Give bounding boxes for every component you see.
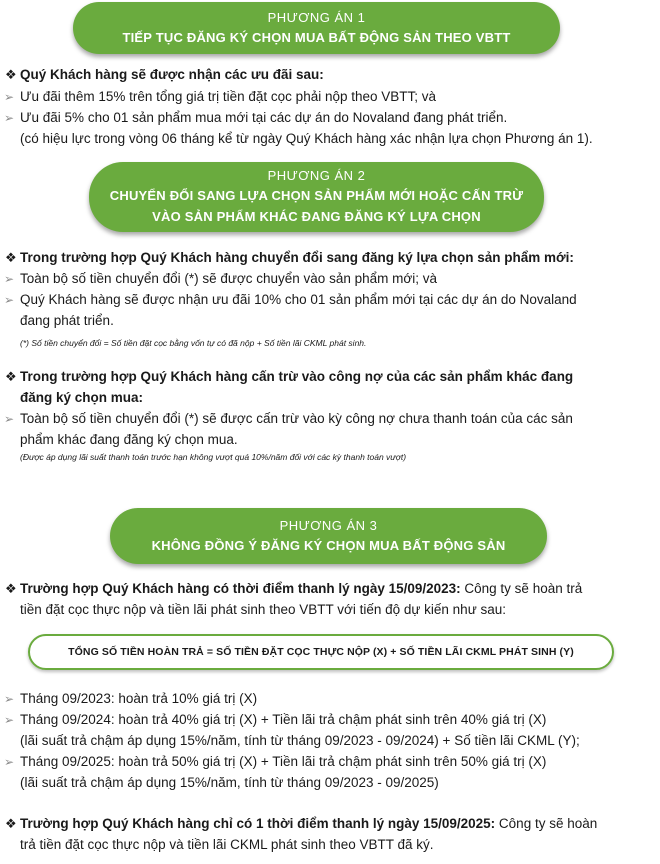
option2-subtitle-line2: VÀO SẢN PHẨM KHÁC ĐANG ĐĂNG KÝ LỰA CHỌN bbox=[152, 209, 481, 224]
option1-heading: Quý Khách hàng sẽ được nhận các ưu đãi sau: bbox=[20, 67, 324, 82]
option1-subtitle: TIẾP TỤC ĐĂNG KÝ CHỌN MUA BẤT ĐỘNG SẢN THEO VBTT bbox=[122, 29, 511, 45]
option3-case2-heading: Trường hợp Quý Khách hàng chỉ có 1 thời điểm thanh lý ngày 15/09/2025: bbox=[20, 816, 496, 831]
option3-banner bbox=[110, 508, 547, 564]
arrow-bullet-icon: ➢ bbox=[4, 272, 15, 286]
option3-subtitle: KHÔNG ĐỒNG Ý ĐĂNG KÝ CHỌN MUA BẤT ĐỘNG SẢN bbox=[151, 537, 506, 553]
option2-case1-note: (*) Số tiền chuyển đổi = Số tiền đặt cọc bằng vốn tự có đã nộp + Số tiền lãi CKML phát sinh. bbox=[20, 338, 367, 348]
option3-title: PHƯƠNG ÁN 3 bbox=[279, 517, 378, 533]
arrow-bullet-icon: ➢ bbox=[4, 412, 15, 426]
arrow-bullet-icon: ➢ bbox=[4, 713, 15, 727]
diamond-bullet-icon: ❖ bbox=[5, 581, 17, 596]
arrow-bullet-icon: ➢ bbox=[4, 90, 15, 104]
diamond-bullet-icon: ❖ bbox=[5, 816, 17, 831]
option1-banner bbox=[73, 2, 560, 54]
diamond-bullet-icon: ❖ bbox=[5, 67, 17, 82]
option2-title: PHƯƠNG ÁN 2 bbox=[267, 168, 366, 183]
arrow-bullet-icon: ➢ bbox=[4, 692, 15, 706]
option1-title: PHƯƠNG ÁN 1 bbox=[267, 9, 366, 25]
arrow-bullet-icon: ➢ bbox=[4, 293, 15, 307]
option3-case1-heading: Trường hợp Quý Khách hàng có thời điểm thanh lý ngày 15/09/2023: bbox=[20, 581, 461, 596]
diamond-bullet-icon: ❖ bbox=[5, 369, 17, 384]
option2-case2-note: (Được áp dụng lãi suất thanh toán trước hạn không vượt quá 10%/năm đối với các kỳ thanh toán vượt) bbox=[20, 452, 407, 462]
refund-formula-box: TỔNG SỐ TIỀN HOÀN TRẢ = SỐ TIỀN ĐẶT CỌC THỰC NỘP (X) + SỐ TIỀN LÃI CKML PHÁT SINH (Y) bbox=[28, 634, 614, 670]
option2-banner bbox=[89, 162, 544, 232]
diamond-bullet-icon: ❖ bbox=[5, 250, 17, 265]
option2-case2-heading: Trong trường hợp Quý Khách hàng cấn trừ vào công nợ của các sản phẩm khác đang bbox=[20, 369, 574, 384]
option2-case1-heading: Trong trường hợp Quý Khách hàng chuyển đổi sang đăng ký lựa chọn sản phẩm mới: bbox=[20, 250, 574, 265]
arrow-bullet-icon: ➢ bbox=[4, 755, 15, 769]
option2-subtitle-line1: CHUYỂN ĐỔI SANG LỰA CHỌN SẢN PHẨM MỚI HOẶC CẤN TRỪ bbox=[109, 188, 524, 203]
arrow-bullet-icon: ➢ bbox=[4, 111, 15, 125]
